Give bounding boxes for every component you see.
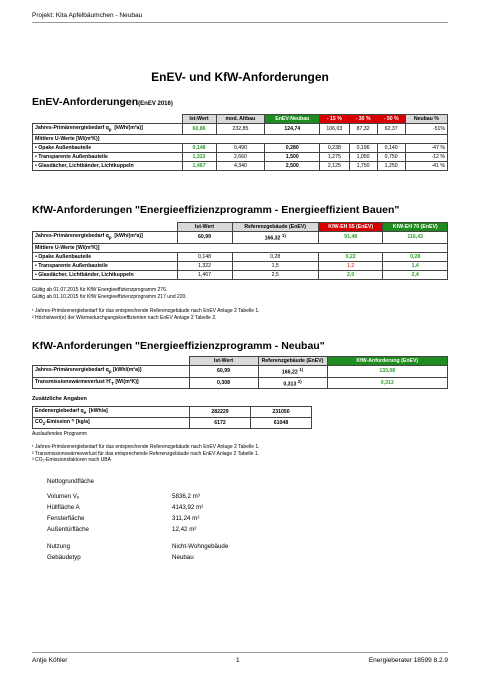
table-row: [33, 366, 448, 378]
cell: 2,500: [265, 162, 320, 171]
col-eh55: KfW-EH 55 (EnEV): [318, 223, 383, 232]
usage-values: [172, 541, 228, 563]
cell: 1,322: [177, 261, 232, 270]
row-label: Mittlere U-Werte [W/(m²K)]: [33, 135, 448, 144]
cell: 166,22 $^{1)}$: [258, 366, 327, 378]
cell: 2,5: [232, 270, 318, 279]
table-row: [33, 232, 448, 244]
table-row: [33, 124, 448, 135]
row-label: • Transparente Außenbauteile: [33, 261, 178, 270]
corner-cell: [33, 115, 183, 124]
col-30: - 30 %: [349, 115, 377, 124]
page-title: EnEV- und KfW-Anforderungen: [151, 70, 329, 84]
footer-software: Energieberater 18599 8.2.9: [368, 657, 448, 664]
cell: -41 %: [405, 162, 447, 171]
cell: -51%: [405, 124, 447, 135]
area-value: 311,24 m²: [172, 515, 200, 522]
cell: 0,280: [265, 144, 320, 153]
table-row: [33, 144, 448, 153]
cell: 0,148: [177, 252, 232, 261]
col-15: - 15 %: [320, 115, 349, 124]
cell: 1,500: [265, 153, 320, 162]
area-value: 12,42 m²: [172, 526, 197, 533]
cell: 1,467: [182, 162, 216, 171]
col-ref: Referenzgebäude (EnEV): [232, 223, 318, 232]
kfw1-table: [32, 222, 448, 280]
cell: -47 %: [405, 144, 447, 153]
cell: 116,43: [383, 232, 448, 244]
row-label: Mittlere U-Werte [W/(m²K)]: [33, 243, 448, 252]
table-row: [33, 418, 312, 429]
cell: 232,85: [216, 124, 265, 135]
cell: -12 %: [405, 153, 447, 162]
kfw1-validity: [32, 287, 187, 300]
col-ist: Ist-Wert: [189, 357, 258, 366]
area-value: 4143,92 m²: [172, 504, 204, 511]
cell: 0,28: [232, 252, 318, 261]
area-label: Hüllfläche A: [47, 504, 80, 511]
usage-label: Gebäudetyp: [47, 554, 81, 561]
extra-heading: Zusätzliche Angaben: [32, 396, 87, 402]
cell: 1,050: [349, 153, 377, 162]
footnote: ³ CO₂-Emissionsfaktoren nach UBA: [32, 457, 111, 463]
kfw2-notes: [32, 444, 260, 464]
col-ist: Ist-Wert: [177, 223, 232, 232]
row-label: • Transparente Außenbauteile: [33, 153, 183, 162]
footer-page-number: 1: [236, 657, 240, 664]
cell: 1,2: [318, 261, 383, 270]
row-label: Endenergiebedarf $q_e$ [kWh/a]: [33, 407, 190, 418]
cell: 4,340: [216, 162, 265, 171]
footnote: ¹ Jahres-Primärenergiebedarf für das entsprechende Referenzgebäude nach EnEV Anlage 2 Tabelle 1.: [32, 308, 260, 314]
col-neubau-pct: Neubau %: [405, 115, 447, 124]
footer-rule: [32, 652, 448, 653]
usage-label: Nutzung: [47, 543, 71, 550]
row-label: Transmissionswärmeverlust $H'_T$ [W/(m²K)]: [33, 377, 190, 389]
cell: 0,238: [320, 144, 349, 153]
table-row: [33, 407, 312, 418]
table-row: [33, 153, 448, 162]
cell: 1,250: [377, 162, 405, 171]
footnote: ¹ Jahres-Primärenergiebedarf für das entsprechende Referenzgebäude nach EnEV Anlage 2 Tabelle 1.: [32, 444, 260, 450]
cell: 0,140: [377, 144, 405, 153]
area-label: Außentürfläche: [47, 526, 89, 533]
table-row: [33, 135, 448, 144]
enev-table: [32, 114, 448, 171]
cell: 2,660: [216, 153, 265, 162]
areas-values: [172, 491, 203, 535]
cell: 1,275: [320, 153, 349, 162]
row-label: Jahres-Primärenergiebedarf $q_p$ [kWh/(m²a)]: [33, 124, 183, 135]
cell: 62,37: [377, 124, 405, 135]
enev-heading-suffix: (EnEV 2016): [138, 101, 173, 107]
cell: 0,313: [327, 377, 448, 389]
col-neubau: EnEV-Neubau: [265, 115, 320, 124]
cell: 1,750: [349, 162, 377, 171]
cell: 0,490: [216, 144, 265, 153]
cell: 60,86: [182, 124, 216, 135]
footer-author: Antje Köhler: [32, 657, 68, 664]
areas-heading: Nettogrundfläche: [47, 478, 95, 485]
cell: 124,74: [265, 124, 320, 135]
cell: 282229: [190, 407, 251, 418]
row-label: • Opake Außenbauteile: [33, 252, 178, 261]
enev-heading-text: EnEV-Anforderungen: [32, 96, 139, 108]
cell: 2,4: [383, 270, 448, 279]
table-row: [33, 252, 448, 261]
table-row: [33, 162, 448, 171]
cell: 1,4: [383, 261, 448, 270]
corner-cell: [33, 223, 178, 232]
cell: 0,196: [349, 144, 377, 153]
area-label: Volumen Vₑ: [47, 493, 80, 500]
header-rule: [32, 22, 448, 23]
cell: 1,467: [177, 270, 232, 279]
row-label: Jahres-Primärenergiebedarf $q_p$ [kWh/(m²a)]: [33, 232, 178, 244]
cell: 0,28: [383, 252, 448, 261]
kfw2-heading: KfW-Anforderungen "Energieeffizienzprogramm - Neubau": [32, 340, 325, 352]
cell: 1,322: [182, 153, 216, 162]
footnote: ² Transmissionswärmeverlust für das entsprechende Referenzgebäude nach EnEV Anlage 2 Tabelle 1.: [32, 450, 259, 457]
usage-value: Neubau: [172, 554, 194, 561]
col-altbau: mod. Altbau: [216, 115, 265, 124]
cell: 61048: [251, 418, 312, 429]
cell: 231050: [251, 407, 312, 418]
usage-labels: [47, 541, 81, 563]
cell: 6172: [190, 418, 251, 429]
kfw1-notes: [32, 308, 260, 321]
cell: 60,99: [177, 232, 232, 244]
cell: 106,03: [320, 124, 349, 135]
cell: 0,750: [377, 153, 405, 162]
cell: 60,99: [189, 366, 258, 378]
row-label: Jahres-Primärenergiebedarf $q_p$ [kWh/(m²a)]: [33, 366, 190, 378]
cell: 0,22: [318, 252, 383, 261]
row-label: • Glasdächer, Lichtbänder, Lichtkuppeln: [33, 162, 183, 171]
cell: 0,313 $^{2)}$: [258, 377, 327, 389]
cell: 0,308: [189, 377, 258, 389]
table-row: [33, 270, 448, 279]
cell: 87,32: [349, 124, 377, 135]
corner-cell: [33, 357, 190, 366]
usage-value: Nicht-Wohngebäude: [172, 543, 229, 550]
program-note: Auslaufendes Programm: [32, 431, 88, 437]
cell: 91,48: [318, 232, 383, 244]
kfw2-table: [32, 356, 448, 389]
footnote: ² Höchstwert(e) der Wärmedurchgangskoeffizienten nach EnEV Anlage 2 Tabelle 2.: [32, 314, 217, 321]
validity-line: Gültig ab 01.10.2015 für KfW Energieeffizienzprogramm 217 und 220.: [32, 293, 187, 300]
table-row: [33, 243, 448, 252]
col-ist: Ist-Wert: [182, 115, 216, 124]
table-row: [33, 261, 448, 270]
table-row: [33, 377, 448, 389]
row-label: • Glasdächer, Lichtbänder, Lichtkuppeln: [33, 270, 178, 279]
col-ref: Referenzgebäude (EnEV): [258, 357, 327, 366]
area-label: Fensterfläche: [47, 515, 85, 522]
validity-line: Gültig ab 01.07.2015 für KfW Energieeffizienzprogramm 276.: [32, 287, 168, 293]
area-value: 5836,2 m³: [172, 493, 200, 500]
areas-labels: [47, 491, 89, 535]
cell: 2,125: [320, 162, 349, 171]
row-label: $CO_2$-Emission ³⁾ [kg/a]: [33, 418, 190, 429]
project-header: Projekt: Kita Apfelbäumchen - Neubau: [32, 12, 143, 19]
enev-heading: [32, 96, 173, 108]
cell: 166,32 $^{1)}$: [232, 232, 318, 244]
col-eh70: KfW-EH 70 (EnEV): [383, 223, 448, 232]
cell: 0,148: [182, 144, 216, 153]
cell: 1,5: [232, 261, 318, 270]
cell: 133,08: [327, 366, 448, 378]
cell: 2,0: [318, 270, 383, 279]
row-label: • Opake Außenbauteile: [33, 144, 183, 153]
col-50: - 50 %: [377, 115, 405, 124]
col-req: KfW-Anforderung (EnEV): [327, 357, 448, 366]
extra-table: [32, 406, 312, 429]
kfw1-heading: KfW-Anforderungen "Energieeffizienzprogramm - Energieeffizient Bauen": [32, 204, 400, 216]
